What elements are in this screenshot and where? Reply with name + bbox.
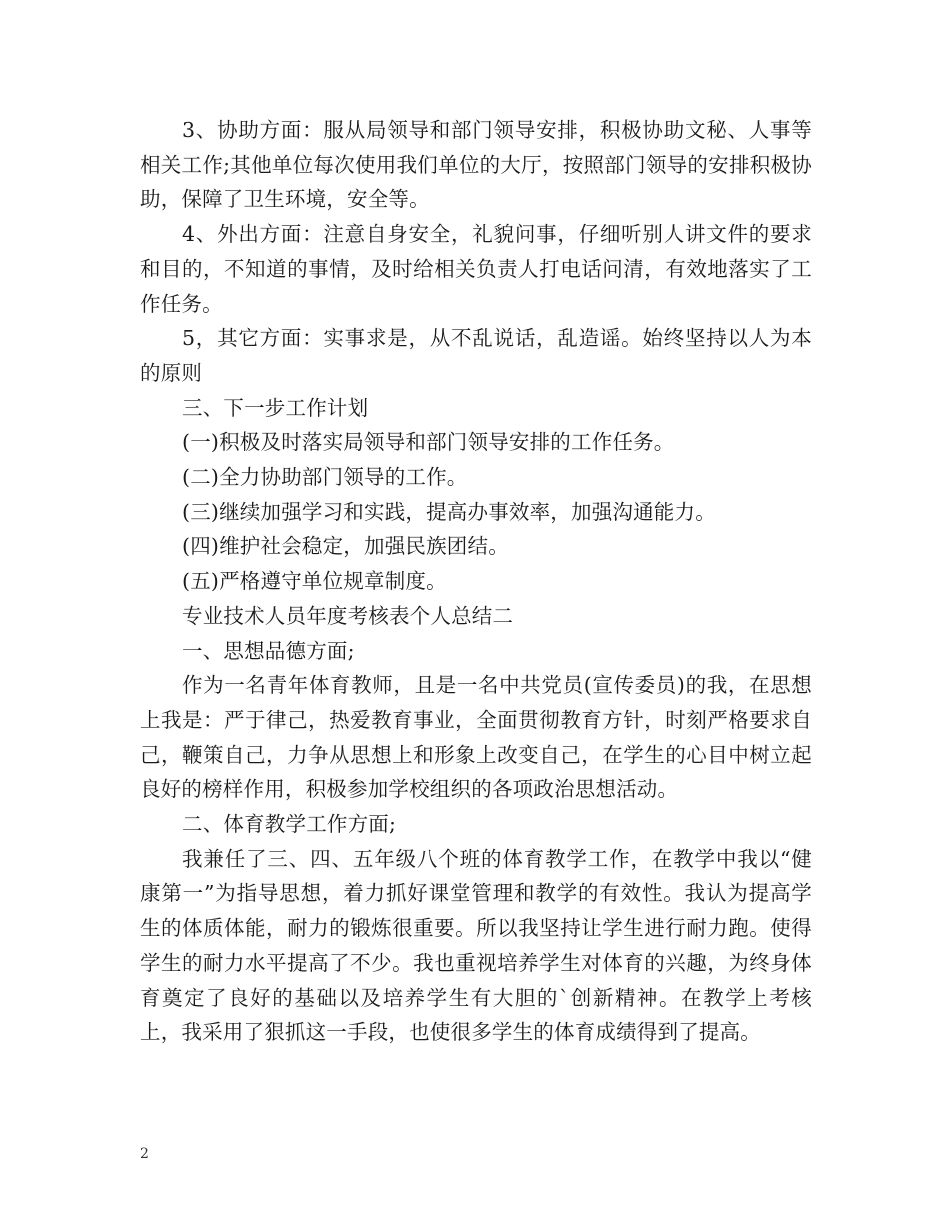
plan-item-1: (一)积极及时落实局领导和部门领导安排的工作任务。 <box>182 430 675 455</box>
plan-item-4: (四)维护社会稳定，加强民族团结。 <box>182 534 509 559</box>
summary-two-title: 专业技术人员年度考核表个人总结二 <box>182 603 514 628</box>
page-number: 2 <box>140 1146 149 1162</box>
section-heading-next-plan: 三、下一步工作计划 <box>182 395 369 420</box>
paragraph-other: 5，其它方面：实事求是，从不乱说话，乱造谣。始终坚持以人为本的原则 <box>140 326 812 385</box>
document-body <box>140 113 812 1050</box>
section-heading-ideology: 一、思想品德方面; <box>182 638 355 663</box>
plan-item-5: (五)严格遵守单位规章制度。 <box>182 569 447 594</box>
plan-item-2: (二)全力协助部门领导的工作。 <box>182 465 468 490</box>
plan-item-3: (三)继续加强学习和实践，提高办事效率，加强沟通能力。 <box>182 499 716 524</box>
section-heading-teaching: 二、体育教学工作方面; <box>182 812 397 837</box>
paragraph-outing: 4、外出方面：注意自身安全，礼貌问事，仔细听别人讲文件的要求和目的，不知道的事情，及时给相关负责人打电话问清，有效地落实了工作任务。 <box>140 222 812 316</box>
paragraph-ideology: 作为一名青年体育教师，且是一名中共党员(宣传委员)的我，在思想上我是：严于律己，热爱教育事业，全面贯彻教育方针，时刻严格要求自己，鞭策自己，力争从思想上和形象上改变自己，在学生的心目中树立起良好的榜样作用，积极参加学校组织的各项政治思想活动。 <box>140 673 812 802</box>
paragraph-assist: 3、协助方面：服从局领导和部门领导安排，积极协助文秘、人事等相关工作;其他单位每次使用我们单位的大厅，按照部门领导的安排积极协助，保障了卫生环境，安全等。 <box>140 118 812 212</box>
paragraph-teaching: 我兼任了三、四、五年级八个班的体育教学工作，在教学中我以“健康第一”为指导思想，着力抓好课堂管理和教学的有效性。我认为提高学生的体质体能，耐力的锻炼很重要。所以我坚持让学生进行耐力跑。使得学生的耐力水平提高了不少。我也重视培养学生对体育的兴趣，为终身体育奠定了良好的基础以及培养学生有大胆的`创新精神。在教学上考核上，我采用了狠抓这一手段，也使很多学生的体育成绩得到了提高。 <box>140 846 812 1045</box>
